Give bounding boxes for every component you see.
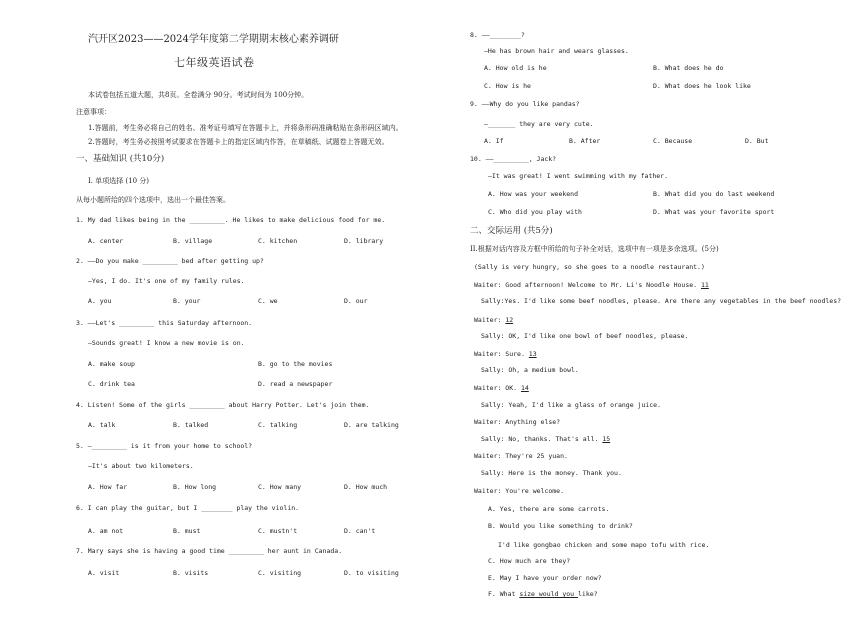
q7-option-d: D. to visiting [344,569,399,577]
dialogue-line-5: Waiter: Sure. 13 [474,350,537,358]
dialogue-line-13: Waiter: You're welcome. [474,487,565,495]
dialogue-line-12: Sally: Here is the money. Thank you. [481,469,622,477]
q1-option-d: D. library [344,237,384,245]
q5-option-c: C. How many [258,483,302,491]
q7-stem: 7. Mary says she is having a good time _________ her aunt in Canada. [76,547,343,555]
blank-14: 14 [520,384,529,392]
q9-reply: —_______ they are very cute. [484,120,594,128]
dialogue-line-2: Sally:Yes. I'd like some beef noodles, please. Are there any vegetables in the beef noodles? [481,297,842,305]
dialogue-line-4: Sally: OK, I'd like one bowl of beef noodles, please. [481,332,689,340]
q9-stem: 9. ——Why do you like pandas? [470,100,580,108]
dialogue-line-8: Sally: Yeah, I'd like a glass of orange juice. [481,401,662,409]
section-2-heading: 二、交际运用 (共5分) [470,226,553,236]
choice-b-continued: I'd like gongbao chicken and some mapo tofu with rice. [498,541,710,549]
q4-stem: 4. Listen! Some of the girls _________ about Harry Potter. Let's join them. [76,401,370,409]
q2-option-b: B. your [173,297,201,305]
q8-stem: 8. ——________? [470,31,525,39]
q10-option-b: B. What did you do last weekend [653,190,775,198]
q2-reply: —Yes, I do. It's one of my family rules. [88,277,245,285]
notice-1: 1.答题前，考生务必将自己的姓名、准考证号填写在答题卡上，并将条形码准确粘贴在条形码区域内。 [88,124,403,132]
q2-option-c: C. we [258,297,278,305]
q5-option-b: B. How long [173,483,217,491]
exam-title: 汽开区2023——2024学年度第二学期期末核心素养调研 [88,34,339,45]
q3-option-d: D. read a newspaper [258,380,333,388]
q5-stem: 5. —_________ is it from your home to school? [76,442,253,450]
q7-option-a: A. visit [88,569,120,577]
q3-option-b: B. go to the movies [258,360,333,368]
q2-option-a: A. you [88,297,112,305]
q7-option-c: C. visiting [258,569,302,577]
q6-option-c: C. mustn't [258,527,298,535]
q1-option-b: B. village [173,237,213,245]
q2-option-d: D. our [344,297,368,305]
q10-stem: 10. ——_________, Jack? [470,155,557,163]
part-2-heading: II.根据对话内容及方框中所给的句子补全对话，选项中有一项是多余选项。(5分) [470,245,719,253]
q8-reply: —He has brown hair and wears glasses. [484,47,629,55]
intro-text: 本试卷包括五道大题，共8页。全卷满分 90分。考试时间为 100分钟。 [88,91,309,99]
q1-option-a: A. center [88,237,124,245]
q8-option-d: D. What does he look like [653,82,751,90]
choice-a: A. Yes, there are some carrots. [488,505,610,513]
q3-reply: —Sounds great! I know a new movie is on. [88,339,245,347]
choice-c: C. How much are they? [488,557,571,565]
q5-option-a: A. How far [88,483,128,491]
dialogue-line-3: Waiter: 12 [474,316,514,324]
q7-option-b: B. visits [173,569,209,577]
blank-11: 11 [700,281,709,289]
dialogue-line-1: Waiter: Good afternoon! Welcome to Mr. Li's Noodle House. 11 [474,281,709,289]
q9-option-d: D. But [745,137,769,145]
dialogue-line-10: Sally: No, thanks. That's all. 15 [481,435,611,443]
q5-option-d: D. How much [344,483,388,491]
q2-stem: 2. ——Do you make _________ bed after getting up? [76,257,264,265]
part-1-heading: I. 单项选择 (10 分) [88,177,150,185]
q1-option-c: C. kitchen [258,237,298,245]
blank-13: 13 [528,350,537,358]
q10-option-c: C. Who did you play with [488,208,582,216]
q10-option-a: A. How was your weekend [488,190,579,198]
q6-option-a: A. am not [88,527,124,535]
q9-option-b: B. After [569,137,601,145]
subject-title: 七年级英语试卷 [174,56,255,69]
dialogue-line-6: Sally: Oh, a medium bowl. [481,366,579,374]
notice-2: 2.答题时，考生务必按照考试要求在答题卡上的指定区域内作答，在草稿纸、试题卷上答题无效。 [88,138,389,146]
q9-option-c: C. Because [653,137,693,145]
choice-e: E. May I have your order now? [488,574,602,582]
q4-option-b: B. talked [173,421,209,429]
q9-option-a: A. If [484,137,504,145]
blank-15: 15 [602,435,611,443]
dialogue-context: (Sally is very hungry, so she goes to a noodle restaurant.) [474,263,705,271]
q8-option-a: A. How old is he [484,64,547,72]
section-1-heading: 一、基础知识 (共10分) [76,154,165,164]
q5-reply: —It's about two kilometers. [88,462,194,470]
q3-stem: 3. ——Let's _________ this Saturday afternoon. [76,319,253,327]
q1-stem: 1. My dad likes being in the _________. He likes to make delicious food for me. [76,216,386,224]
q6-option-b: B. must [173,527,201,535]
q8-option-c: C. How is he [484,82,531,90]
dialogue-line-11: Waiter: They're 25 yuan. [474,452,568,460]
blank-12: 12 [505,316,514,324]
q4-option-a: A. talk [88,421,116,429]
choice-b: B. Would you like something to drink? [488,522,633,530]
q6-option-d: D. can't [344,527,376,535]
q8-option-b: B. What does he do [653,64,724,72]
dialogue-line-9: Waiter: Anything else? [474,418,561,426]
q10-option-d: D. What was your favorite sport [653,208,775,216]
q3-option-c: C. drink tea [88,380,135,388]
dialogue-line-7: Waiter: OK. 14 [474,384,529,392]
instruction: 从每小题所给的四个选项中，选出一个最佳答案。 [76,196,230,204]
choice-f: F. What size would you like? [488,590,598,598]
q4-option-d: D. are talking [344,421,399,429]
notice-label: 注意事项： [76,108,111,116]
q6-stem: 6. I can play the guitar, but I ________ play the violin. [76,504,300,512]
q4-option-c: C. talking [258,421,298,429]
q3-option-a: A. make soup [88,360,135,368]
q10-reply: —It was great! I went swimming with my father. [488,172,669,180]
